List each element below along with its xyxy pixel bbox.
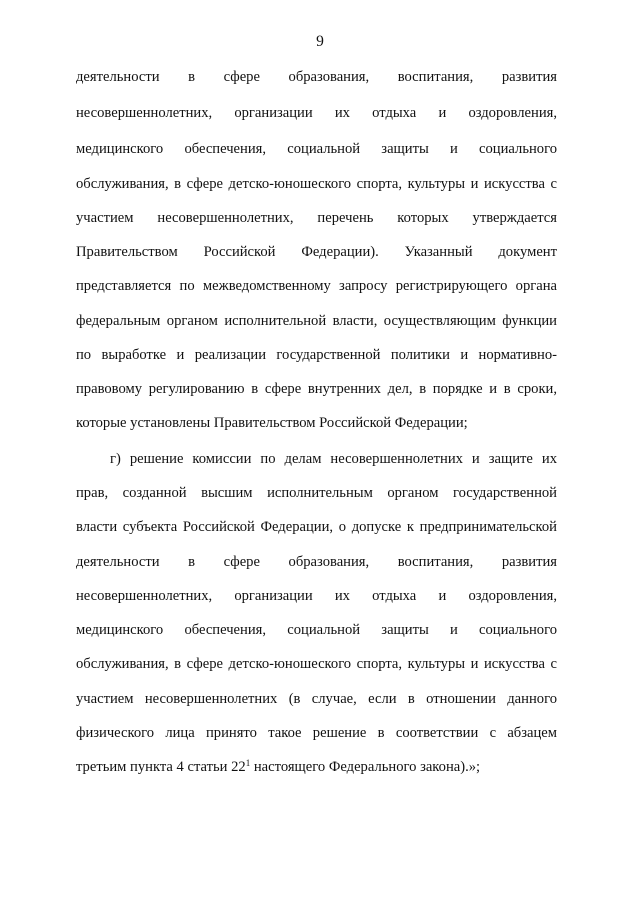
- text-line: участием несовершеннолетних (в случае, если в отношении данного: [76, 691, 557, 707]
- text-fragment: настоящего Федерального закона).»;: [250, 759, 481, 775]
- text-line: по выработке и реализации государственной политики и нормативно-: [76, 347, 557, 363]
- text-line: Правительством Российской Федерации). Указанный документ: [76, 244, 557, 260]
- text-line: г) решение комиссии по делам несовершеннолетних и защите их: [110, 451, 557, 467]
- text-line: медицинского обеспечения, социальной защиты и социального: [76, 622, 557, 638]
- text-line: несовершеннолетних, организации их отдыха и оздоровления,: [76, 588, 557, 604]
- text-line: прав, созданной высшим исполнительным органом государственной: [76, 485, 557, 501]
- text-line: правовому регулированию в сфере внутренних дел, в порядке и в сроки,: [76, 381, 557, 397]
- page-number: 9: [316, 33, 324, 50]
- text-line: деятельности в сфере образования, воспитания, развития: [76, 554, 557, 570]
- text-line-last: [76, 758, 557, 776]
- text-fragment: третьим пункта 4 статьи 22: [76, 759, 246, 775]
- text-line: несовершеннолетних, организации их отдыха и оздоровления,: [76, 105, 557, 121]
- text-line: физического лица принято такое решение в соответствии с абзацем: [76, 725, 557, 741]
- text-line: медицинского обеспечения, социальной защиты и социального: [76, 141, 557, 157]
- text-line: обслуживания, в сфере детско-юношеского спорта, культуры и искусства с: [76, 176, 557, 192]
- text-line: которые установлены Правительством Российской Федерации;: [76, 415, 468, 431]
- text-line: федеральным органом исполнительной власти, осуществляющим функции: [76, 313, 557, 329]
- text-line: участием несовершеннолетних, перечень которых утверждается: [76, 210, 557, 226]
- superscript: 1: [245, 758, 251, 768]
- text-line: деятельности в сфере образования, воспитания, развития: [76, 69, 557, 85]
- text-line: обслуживания, в сфере детско-юношеского спорта, культуры и искусства с: [76, 656, 557, 672]
- text-line: власти субъекта Российской Федерации, о допуске к предпринимательской: [76, 519, 557, 535]
- text-line: представляется по межведомственному запросу регистрирующего органа: [76, 278, 557, 294]
